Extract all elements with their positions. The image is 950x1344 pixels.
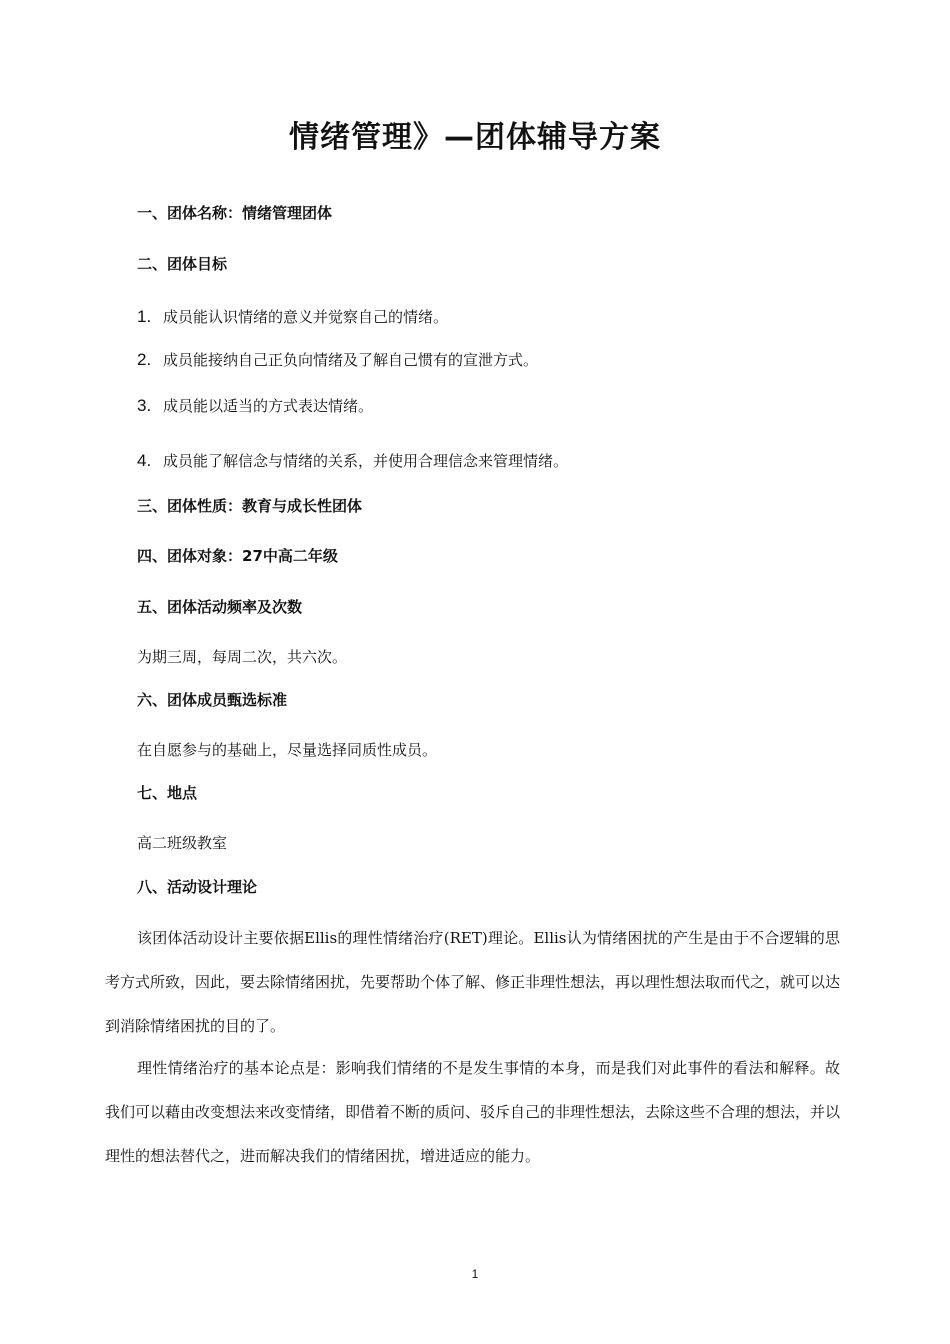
page-number: 1: [471, 1267, 479, 1281]
goal-item: [137, 395, 373, 416]
goal-text: 成员能以适当的方式表达情绪。: [163, 397, 374, 415]
theory-paragraph: 该团体活动设计主要依据Ellis的理性情绪治疗(RET)理论。Ellis认为情绪困扰的产生是由于不合逻辑的思考方式所致，因此，要去除情绪困扰，先要帮助个体了解、修正非理性想法，再以理性想法取而代之，就可以达到消除情绪困扰的目的了。: [105, 929, 841, 1035]
section-name-heading: 一、团体名称：情绪管理团体: [137, 204, 333, 222]
goal-item: [137, 450, 568, 471]
section-frequency-heading: 五、团体活动频率及次数: [137, 598, 303, 616]
selection-text: 在自愿参与的基础上，尽量选择同质性成员。: [137, 741, 438, 759]
goal-item: [137, 349, 538, 370]
frequency-text: 为期三周，每周二次，共六次。: [137, 648, 348, 666]
section-location-heading: 七、地点: [137, 784, 198, 802]
goal-text: 成员能接纳自己正负向情绪及了解自己惯有的宣泄方式。: [163, 351, 539, 369]
section-goals-heading: 二、团体目标: [137, 255, 228, 273]
theory-paragraph: 理性情绪治疗的基本论点是：影响我们情绪的不是发生事情的本身，而是我们对此事件的看法和解释。故我们可以藉由改变想法来改变情绪，即借着不断的质问、驳斥自己的非理性想法，去除这些不合理的想法，并以理性的想法替代之，进而解决我们的情绪困扰，增进适应的能力。: [105, 1059, 841, 1165]
location-text: 高二班级教室: [137, 834, 228, 852]
document-title: 情绪管理》—团体辅导方案: [289, 120, 661, 155]
goal-item: [137, 306, 448, 327]
goal-number: 1.: [137, 307, 152, 326]
goal-text: 成员能了解信念与情绪的关系，并使用合理信念来管理情绪。: [163, 452, 569, 470]
goal-number: 3.: [137, 396, 152, 415]
section-target-heading: 四、团体对象：27中高二年级: [137, 547, 338, 565]
goal-number: 4.: [137, 451, 152, 470]
section-selection-heading: 六、团体成员甄选标准: [137, 691, 288, 709]
goal-number: 2.: [137, 350, 152, 369]
section-nature-heading: 三、团体性质：教育与成长性团体: [137, 497, 363, 515]
goal-text: 成员能认识情绪的意义并觉察自己的情绪。: [163, 308, 449, 326]
section-theory-heading: 八、活动设计理论: [137, 878, 258, 896]
